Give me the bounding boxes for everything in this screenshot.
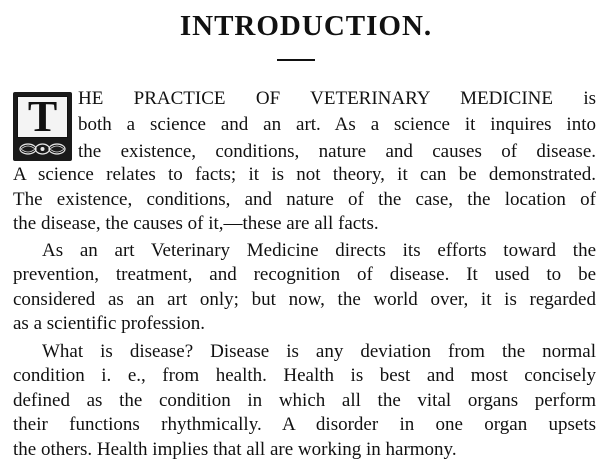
drop-cap-frame [17, 92, 68, 141]
drop-cap-letter: T [27, 92, 58, 141]
text-line: as a scientific profession. [13, 313, 206, 334]
drop-cap [13, 92, 72, 161]
text-line: condition i. e., from health. Health is best and most concisely [13, 365, 596, 386]
text-line: What is disease? Disease is any deviation from the normal [42, 341, 596, 362]
text-line: both a science and an art. As a science it inquires into [78, 114, 596, 135]
text-line: their functions rhythmically. A disorder in one organ upsets [13, 414, 596, 435]
page-title: INTRODUCTION. [179, 10, 433, 42]
text-line: defined as the condition in which all the vital organs perform [13, 390, 596, 411]
text-line: HE PRACTICE OF VETERINARY MEDICINE is [78, 88, 596, 109]
text-line: the disease, the causes of it,—these are all facts. [13, 213, 379, 234]
drop-cap-ornament-icon [17, 141, 68, 157]
text-line: the existence, conditions, nature and causes of disease. [78, 141, 596, 162]
text-line: the others. Health implies that all are working in harmony. [13, 439, 457, 460]
text-line: The existence, conditions, and nature of the case, the location of [13, 189, 596, 210]
text-line: As an art Veterinary Medicine directs its efforts toward the [42, 240, 596, 261]
text-line: considered as an art only; but now, the world over, it is regarded [13, 289, 596, 310]
text-line: A science relates to facts; it is not theory, it can be demonstrated. [13, 164, 596, 185]
text-line: prevention, treatment, and recognition of disease. It used to be [13, 264, 596, 285]
title-rule [277, 59, 315, 61]
